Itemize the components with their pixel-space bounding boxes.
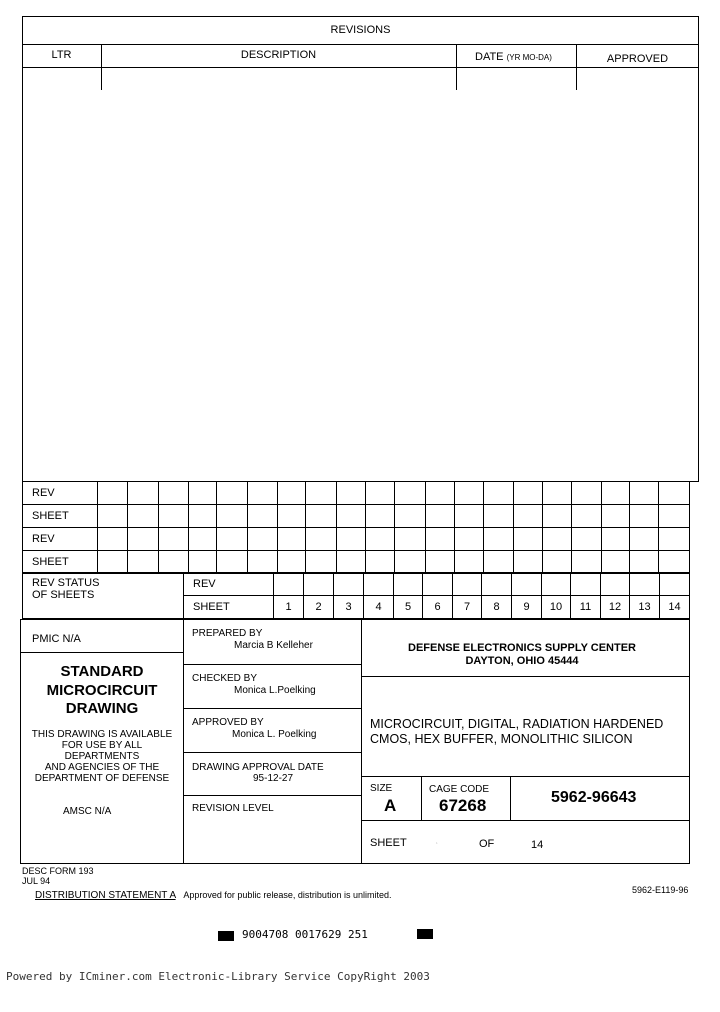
sheet-number: 13	[630, 596, 660, 619]
of-label: OF	[479, 838, 495, 850]
sheet-number: 3	[334, 596, 364, 619]
sheet-number: 12	[601, 596, 630, 619]
prepared-by-value: Marcia B Kelleher	[234, 640, 313, 651]
col-ltr-header: LTR	[51, 49, 72, 61]
sheet-number: 8	[482, 596, 512, 619]
sheet-number: 7	[453, 596, 482, 619]
doc-code: 5962-E119-96	[632, 885, 689, 895]
sheet-number: 1	[274, 596, 304, 619]
sheet-label-title: SHEET	[370, 837, 407, 849]
sheet-number: 14	[660, 596, 690, 619]
col-date-header: DATE (YR MO-DA)	[475, 51, 552, 63]
size-value: A	[384, 796, 397, 815]
rev-label: REV	[23, 482, 98, 505]
rev-label: REV	[184, 573, 274, 596]
approved-by-label: APPROVED BY	[192, 717, 264, 728]
agency-name: DEFENSE ELECTRONICS SUPPLY CENTER DAYTON, OHIO 45444	[408, 642, 636, 667]
sheet-label: SHEET	[23, 505, 98, 528]
sheet-value: 1	[436, 841, 438, 845]
sheet-label: SHEET	[184, 596, 274, 619]
cage-code-label: CAGE CODE	[429, 784, 490, 795]
cage-code-value: 67268	[439, 796, 487, 815]
sheet-number: 5	[394, 596, 423, 619]
signature-column	[183, 619, 362, 864]
approval-date-value: 95-12-27	[253, 773, 294, 784]
size-label: SIZE	[370, 783, 393, 794]
distribution-label: DISTRIBUTION STATEMENT A	[35, 890, 176, 901]
barcode-mark-left	[218, 931, 234, 941]
revisions-frame	[22, 16, 699, 482]
sheet-number: 4	[364, 596, 394, 619]
sheet-row-2	[23, 551, 690, 574]
approved-by-value: Monica L. Poelking	[232, 729, 317, 740]
revisions-title: REVISIONS	[330, 24, 391, 36]
distribution-text: Approved for public release, distribution is unlimited.	[183, 890, 392, 900]
col-approved-header: APPROVED	[606, 53, 669, 65]
sheet-row-1	[23, 505, 690, 528]
powered-by-text: Powered by ICminer.com Electronic-Library Service CopyRight 2003	[6, 970, 430, 983]
pmic-label: PMIC N/A	[32, 633, 81, 645]
rev-status-rev-row	[184, 573, 690, 596]
barcode-text: 9004708 0017629 251	[242, 928, 368, 941]
checked-by-value: Monica L.Poelking	[234, 685, 316, 696]
sheet-number: 11	[571, 596, 601, 619]
of-value: 14	[531, 839, 544, 851]
revision-level-label: REVISION LEVEL	[192, 803, 274, 814]
availability-text: THIS DRAWING IS AVAILABLE FOR USE BY ALL DEPARTMENTS AND AGENCIES OF THE DEPARTMENT OF DEFENSE	[31, 729, 173, 784]
drawing-title: MICROCIRCUIT, DIGITAL, RADIATION HARDENED CMOS, HEX BUFFER, MONOLITHIC SILICON	[370, 717, 664, 746]
sheet-number: 6	[423, 596, 453, 619]
prepared-by-label: PREPARED BY	[192, 628, 263, 639]
amsc-label: AMSC N/A	[63, 806, 112, 817]
standard-title: STANDARD MICROCIRCUIT DRAWING	[46, 663, 158, 717]
barcode-mark-right	[417, 929, 433, 939]
sheet-number: 2	[304, 596, 334, 619]
sheet-label: SHEET	[23, 551, 98, 574]
rev-row-1	[23, 482, 690, 505]
rev-status-sheet-row	[184, 596, 690, 619]
checked-by-label: CHECKED BY	[192, 673, 258, 684]
sheet-number: 10	[542, 596, 571, 619]
sheet-number: 9	[512, 596, 542, 619]
col-description-header: DESCRIPTION	[240, 49, 317, 61]
rev-label: REV	[23, 528, 98, 551]
form-number: DESC FORM 193 JUL 94	[22, 866, 94, 886]
distribution-statement	[35, 889, 391, 902]
revisions-header-divider	[22, 67, 699, 68]
drawing-number: 5962-96643	[551, 789, 637, 806]
revisions-title-divider	[22, 44, 699, 45]
rev-status-grid	[183, 572, 690, 619]
rev-sheet-grid-upper	[22, 481, 690, 574]
rev-row-2	[23, 528, 690, 551]
rev-status-label: REV STATUS OF SHEETS	[32, 577, 100, 601]
approval-date-label: DRAWING APPROVAL DATE	[192, 762, 324, 773]
